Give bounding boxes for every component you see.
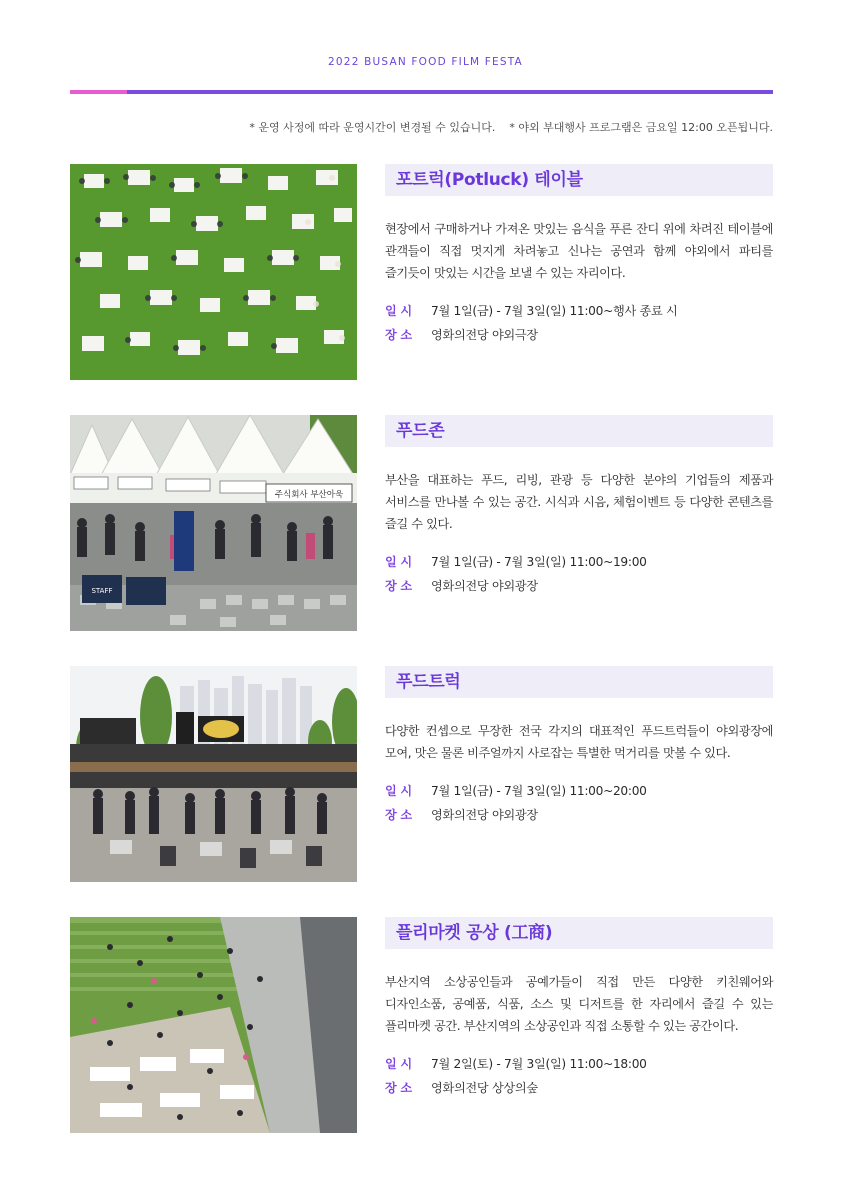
section-description: 부산지역 소상공인들과 공예가들이 직접 만든 다양한 키친웨어와 디자인소품, 공예품, 식품, 소스 및 디저트를 한 자리에서 즐길 수 있는 플리마켓 공간. 부산지역의 소상공인과 직접 소통할 수 있는 공간이다. (385, 975, 773, 1033)
section-potluck (70, 164, 773, 382)
place-row (385, 323, 773, 347)
food-zone-info (385, 415, 773, 598)
date-row (385, 550, 773, 574)
festival-title: 2022 BUSAN FOOD FILM FESTA (328, 56, 523, 68)
place-value: 영화의전당 야외광장 (431, 808, 538, 822)
date-label: 일 시 (385, 304, 412, 318)
date-label: 일 시 (385, 784, 412, 798)
date-value: 7월 2일(토) - 7월 3일(일) 11:00~18:00 (431, 1057, 647, 1071)
note-friday-open: * 야외 부대행사 프로그램은 금요일 12:00 오픈됩니다. (509, 121, 773, 134)
aerial-lawn-tables-photo (70, 164, 357, 380)
place-row (385, 803, 773, 827)
place-value: 영화의전당 야외광장 (431, 579, 538, 593)
operation-notes (249, 119, 773, 135)
flea-market-aerial-photo (70, 917, 357, 1133)
food-truck-info (385, 666, 773, 827)
place-label: 장 소 (385, 1081, 412, 1095)
place-row (385, 1076, 773, 1100)
date-row (385, 299, 773, 323)
food-trucks-crowd-photo (70, 666, 357, 882)
booth-sign-text: 주식회사 부산아욱 (274, 490, 344, 500)
potluck-info (385, 164, 773, 347)
event-details (385, 299, 773, 347)
header-rule (70, 90, 773, 94)
section-description: 부산을 대표하는 푸드, 리빙, 관광 등 다양한 분야의 기업들의 제품과 서비스를 만나볼 수 있는 공간. 시식과 시음, 체험이벤트 등 다양한 콘텐츠를 즐길 수 있다. (385, 473, 773, 531)
event-details (385, 550, 773, 598)
place-label: 장 소 (385, 579, 412, 593)
header-rule-pink (70, 90, 127, 94)
date-row (385, 1052, 773, 1076)
section-flea-market (70, 917, 773, 1135)
event-details (385, 1052, 773, 1100)
date-label: 일 시 (385, 555, 412, 569)
flea-market-info (385, 917, 773, 1100)
note-schedule-change: * 운영 사정에 따라 운영시간이 변경될 수 있습니다. (249, 121, 496, 134)
section-title: 포트럭(Potluck) 테이블 (385, 164, 773, 196)
section-food-zone (70, 415, 773, 633)
date-value: 7월 1일(금) - 7월 3일(일) 11:00~행사 종료 시 (431, 304, 678, 318)
date-row (385, 779, 773, 803)
date-value: 7월 1일(금) - 7월 3일(일) 11:00~20:00 (431, 784, 647, 798)
event-details (385, 779, 773, 827)
staff-shirt-text: STAFF (91, 587, 113, 595)
section-title: 푸드존 (385, 415, 773, 447)
section-title: 플리마켓 공상 (工商) (385, 917, 773, 949)
section-description: 현장에서 구매하거나 가져온 맛있는 음식을 푸른 잔디 위에 차려진 테이블에 관객들이 직접 멋지게 차려놓고 신나는 공연과 함께 야외에서 파티를 즐기듯이 맛있는 시간을 보낼 수 있는 자리이다. (385, 222, 773, 280)
place-label: 장 소 (385, 808, 412, 822)
header-rule-purple (127, 90, 773, 94)
section-title: 푸드트럭 (385, 666, 773, 698)
place-label: 장 소 (385, 328, 412, 342)
date-value: 7월 1일(금) - 7월 3일(일) 11:00~19:00 (431, 555, 647, 569)
place-row (385, 574, 773, 598)
place-value: 영화의전당 야외극장 (431, 328, 538, 342)
white-tent-booths-photo (70, 415, 357, 631)
section-description: 다양한 컨셉으로 무장한 전국 각지의 대표적인 푸드트럭들이 야외광장에 모여, 맛은 물론 비주얼까지 사로잡는 특별한 먹거리를 맛볼 수 있다. (385, 724, 773, 760)
place-value: 영화의전당 상상의숲 (431, 1081, 538, 1095)
section-food-truck (70, 666, 773, 884)
date-label: 일 시 (385, 1057, 412, 1071)
